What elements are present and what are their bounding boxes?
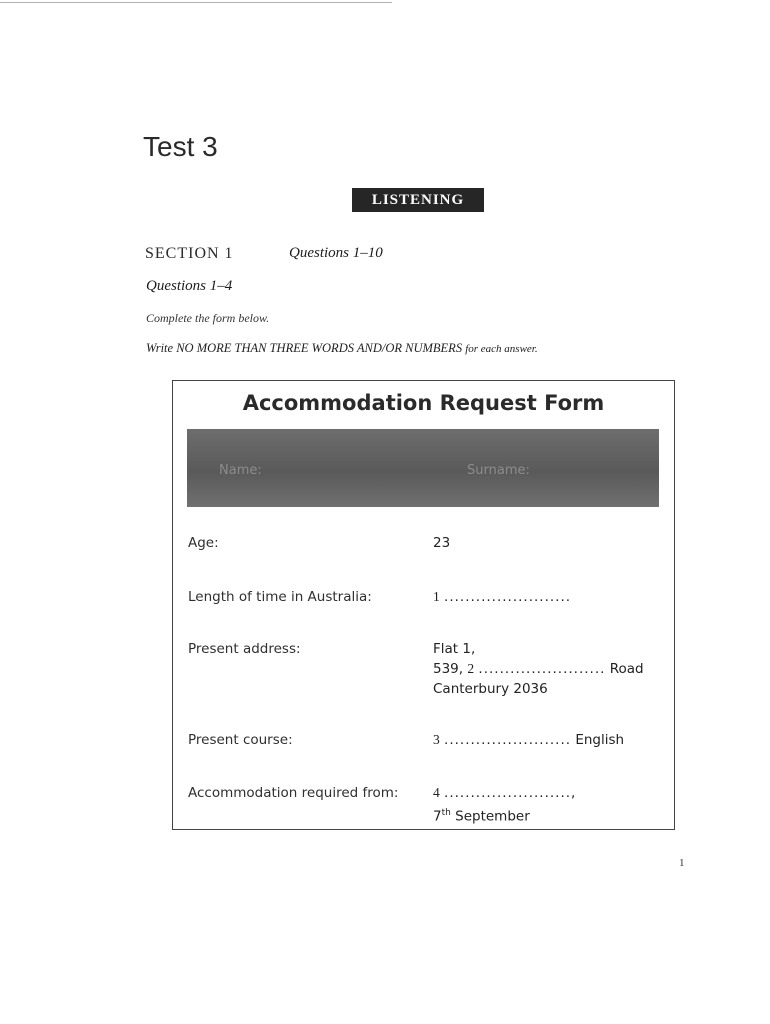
name-label: Name: (219, 463, 262, 478)
form-title: Accommodation Request Form (242, 391, 605, 415)
date-day: 7 (433, 808, 442, 825)
present-course-answer (433, 730, 624, 750)
address-line-2 (433, 659, 644, 679)
date-month: September (455, 808, 530, 825)
present-address-value (433, 639, 644, 699)
answer-blank-2[interactable]: ........................ (478, 661, 606, 677)
instruction-word-limit-tail: for each answer. (465, 343, 538, 355)
name-band (187, 429, 659, 507)
section-questions: Questions 1–10 (289, 245, 383, 261)
accommodation-date (433, 803, 576, 827)
address-line-1: Flat 1, (433, 641, 476, 657)
instruction-complete-form: Complete the form below. (146, 311, 270, 325)
answer-blank-3[interactable]: ........................ (444, 732, 572, 748)
accommodation-required-label: Accommodation required from: (188, 785, 399, 801)
test-title: Test 3 (143, 131, 218, 162)
sub-questions-heading: Questions 1–4 (146, 278, 233, 294)
age-label: Age: (188, 535, 219, 551)
address-line-3: Canterbury 2036 (433, 681, 548, 697)
instruction-word-limit-main: Write NO MORE THAN THREE WORDS AND/OR NUMBERS (146, 341, 463, 355)
length-of-time-answer (433, 587, 571, 607)
question-number-1: 1 (433, 589, 440, 604)
question-number-4: 4 (433, 785, 440, 800)
date-suffix: th (441, 808, 451, 818)
section-heading: SECTION 1 (145, 245, 234, 262)
answer-blank-1[interactable]: ........................ (444, 589, 572, 605)
question-number-2: 2 (467, 661, 475, 676)
length-of-time-label: Length of time in Australia: (188, 589, 372, 605)
present-course-label: Present course: (188, 732, 293, 748)
address-road: Road (609, 661, 644, 677)
course-english: English (575, 732, 625, 748)
instruction-word-limit (146, 341, 538, 356)
present-address-label: Present address: (188, 641, 301, 657)
surname-label: Surname: (467, 463, 530, 478)
age-value: 23 (433, 535, 451, 551)
listening-badge: LISTENING (352, 188, 484, 212)
top-rule (0, 2, 392, 3)
answer-blank-4[interactable]: ........................, (444, 785, 577, 801)
accommodation-answer-line (433, 783, 576, 803)
accommodation-required-answer (433, 783, 576, 827)
accommodation-form (172, 380, 675, 830)
address-number: 539, (433, 661, 464, 677)
question-number-3: 3 (433, 732, 440, 747)
page-number: 1 (679, 857, 685, 869)
